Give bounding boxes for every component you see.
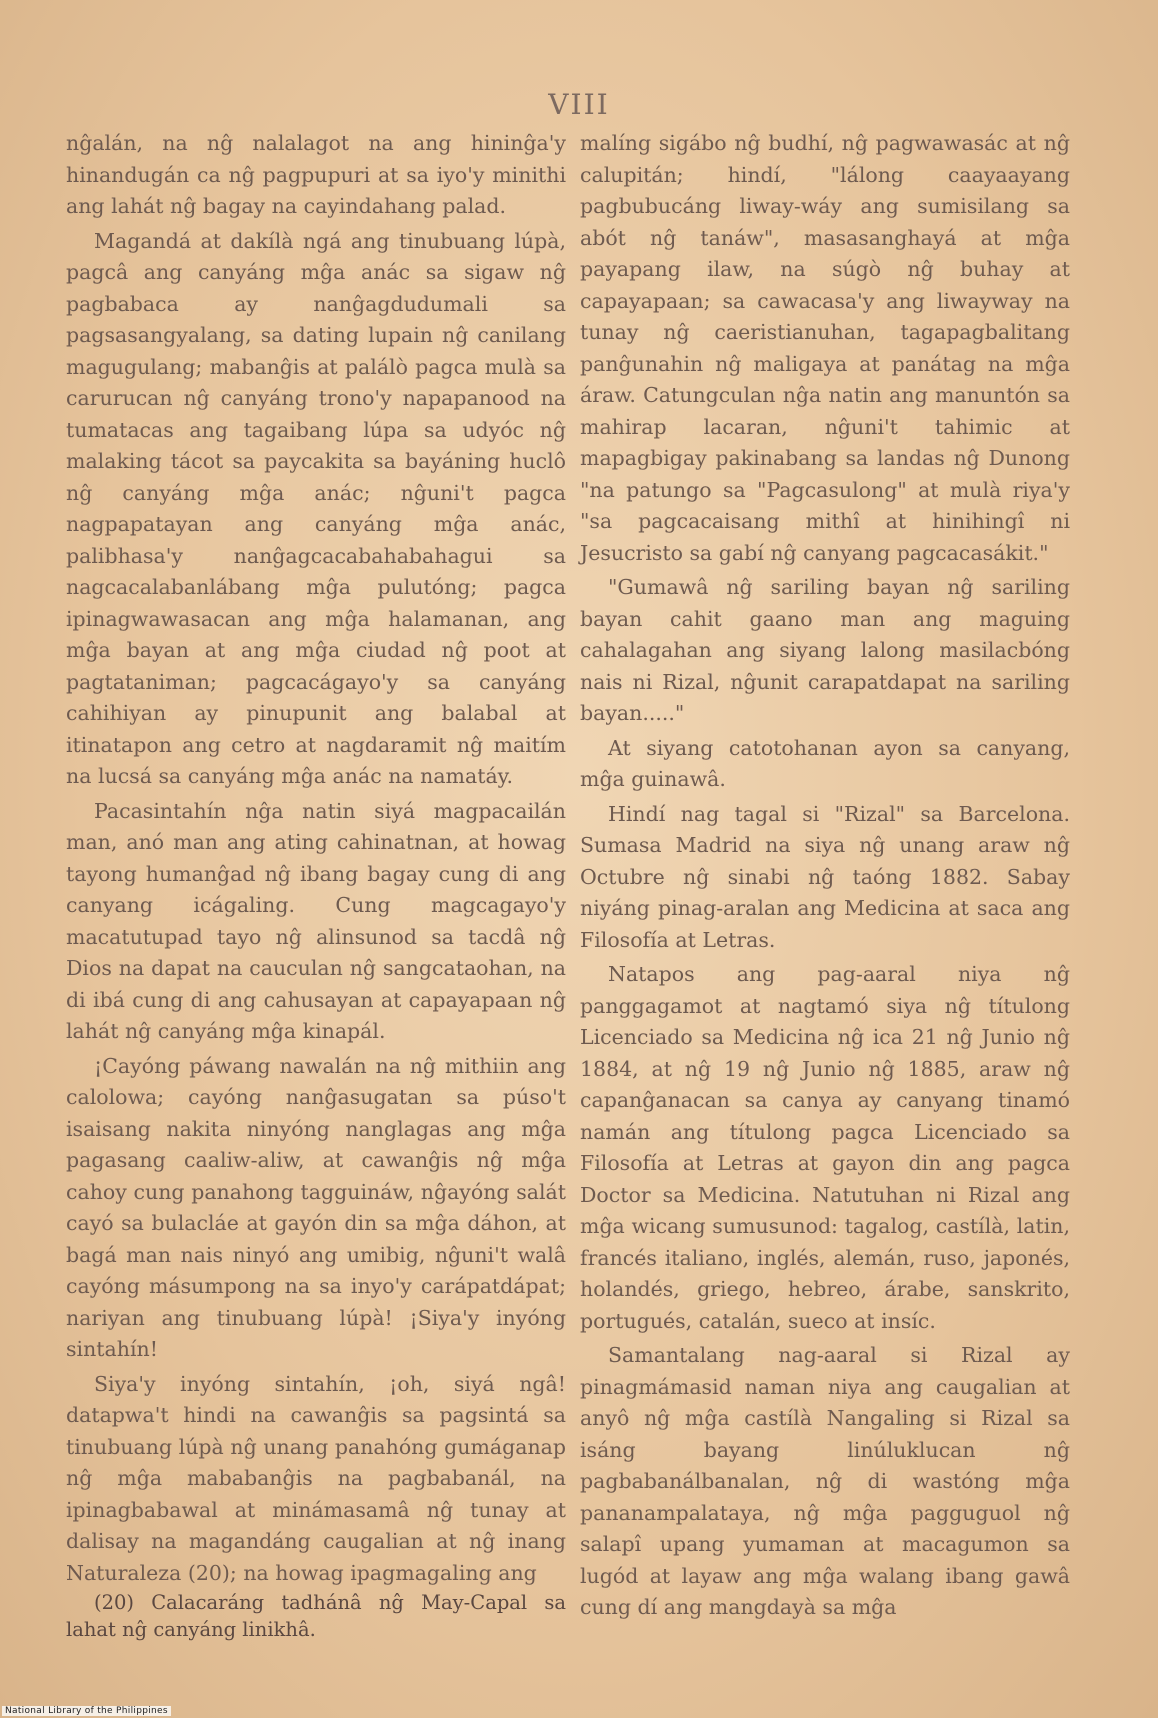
- page-number: VIII: [548, 88, 610, 121]
- paragraph: Natapos ang pag-aaral niya nĝ panggagamot at nagtamó siya nĝ títulong Licenciado sa Medicina nĝ ica 21 nĝ Junio nĝ 1884, at nĝ 19 nĝ Junio nĝ 1885, araw nĝ capanĝanacan sa canya ay canyang tinamó namán ang títulong pagca Licenciado sa Filosofía at Letras at gayon din ang pagca Doctor sa Medicina. Natutuhan ni Rizal ang mĝa wicang sumusunod: tagalog, castílà, latin, francés italiano, inglés, alemán, ruso, japonés, holandés, griego, hebreo, árabe, sanskrito, portugués, catalán, sueco at insíc.: [580, 962, 1070, 1333]
- footnote: [66, 1589, 566, 1643]
- left-column: [66, 128, 566, 1643]
- paragraph: ¡Cayóng páwang nawalán na nĝ mithiin ang calolowa; cayóng nanĝasugatan sa púso't isaisang nakita ninyóng nanglagas ang mĝa pagasang caaliw-aliw, at cawanĝis nĝ mĝa cahoy cung panahong tagguináw, nĝayóng salát cayó sa bulacláe at gayón din sa mĝa dáhon, at bagá man nais ninyó ang umibig, nĝuni't walâ cayóng másumpong na sa inyo'y carápatdápat; nariyan ang tinubuang lúpà! ¡Siya'y inyóng sintahín!: [66, 1053, 566, 1361]
- right-column: [580, 128, 1070, 1624]
- paragraph: Hindí nag tagal si "Rizal" sa Barcelona. Sumasa Madrid na siya nĝ unang araw nĝ Octubre nĝ sinabi nĝ taóng 1882. Sabay niyáng pinag-aralan ang Medicina at saca ang Filosofía at Letras.: [580, 801, 1070, 952]
- paragraph: Siya'y inyóng sintahín, ¡oh, siyá ngâ! datapwa't hindi na cawanĝis sa pagsintá sa tinubuang lúpà nĝ unang panahóng gumáganap nĝ mĝa mababanĝis na pagbabanál, na ipinagbabawal at minámasamâ nĝ tunay at dalisay na magandáng caugalian at nĝ inang Naturaleza (20); na howag ipagmagaling ang: [66, 1371, 566, 1585]
- footnote-text: Calacaráng tadhánâ nĝ May-Capal sa lahat nĝ canyáng linikhâ.: [66, 1591, 566, 1641]
- paragraph: "Gumawâ nĝ sariling bayan nĝ sariling bayan cahit gaano man ang maguing cahalagahan ang siyang lalong masilacbóng nais ni Rizal, nĝunit carapatdapat na sariling bayan.....": [580, 575, 1070, 725]
- paragraph: At siyang catotohanan ayon sa canyang, mĝa guinawâ.: [580, 735, 1070, 791]
- paragraph: Magandá at dakílà ngá ang tinubuang lúpà, pagcâ ang canyáng mĝa anác sa sigaw nĝ pagbabaca ay nanĝagdudumali sa pagsasangyalang, sa dating lupain nĝ canilang magugulang; mabanĝis at palálò pagca mulà sa carurucan nĝ canyáng trono'y napapanood na tumatacas ang tagaibang lúpa sa udyóc nĝ malaking tácot sa paycakita sa bayáning huclô nĝ canyáng mĝa anác; nĝuni't pagca nagpapatayan ang canyáng mĝa anác, palibhasa'y nanĝagcacabahabahagui sa nagcacalabanlábang mĝa pulutóng; pagca ipinagwawasacan ang mĝa halamanan, ang mĝa bayan at ang mĝa ciudad nĝ poot at pagtataniman; pagcacágayo'y sa canyáng cahihiyan ay pinupunit ang balabal at itinatapon ang cetro at nagdaramit nĝ maitím na lucsá sa canyáng mĝa anác na namatáy.: [66, 228, 566, 788]
- library-credit: National Library of the Philippines: [2, 1706, 171, 1716]
- paragraph: Pacasintahín nĝa natin siyá magpacailán man, anó man ang ating cahinatnan, at howag tayong humanĝad nĝ ibang bagay cung di ang canyang icágaling. Cung magcagayo'y macatutupad tayo nĝ alinsunod sa tacdâ nĝ Dios na dapat na cauculan nĝ sangcataohan, na di ibá cung di ang cahusayan at capayapaan nĝ lahát nĝ canyáng mĝa kinapál.: [66, 798, 566, 1043]
- paragraph: nĝalán, na nĝ nalalagot na ang hininĝa'y hinandugán ca nĝ pagpupuri at sa iyo'y minithi ang lahát nĝ bagay na cayindahang palad.: [66, 131, 566, 218]
- footnote-mark: (20): [94, 1591, 135, 1614]
- paragraph: Samantalang nag-aaral si Rizal ay pinagmámasid naman niya ang caugalian at anyô nĝ mĝa castílà Nangaling si Rizal sa isáng bayang linúluklucan nĝ pagbabanálbanalan, nĝ di wastóng mĝa pananampalataya, nĝ mĝa pagguguol nĝ salapî upang yumaman at macagumon sa lugód at layaw ang mĝa walang ibang gawâ cung dí ang mangdayà sa mĝa: [580, 1343, 1070, 1619]
- paragraph: malíng sigábo nĝ budhí, nĝ pagwawasác at nĝ calupitán; hindí, "lálong caayaayang pagbubucáng liway-wáy ang sumisilang sa abót nĝ tanáw", masasanghayá at mĝa payapang ilaw, na súgò nĝ buhay at capayapaan; sa cawacasa'y ang liwayway na tunay nĝ caeristianuhan, tagapagbalitang panĝunahin nĝ maligaya at panátag na mĝa áraw. Catungculan nĝa natin ang manuntón sa mahirap lacaran, nĝuni't tahimic at mapagbigay pakinabang sa landas nĝ Dunong "na patungo sa "Pagcasulong" at mulà riya'y "sa pagcacaisang mithî at hinihingî ni Jesucristo sa gabí nĝ canyang pagcacasákit.": [580, 131, 1070, 565]
